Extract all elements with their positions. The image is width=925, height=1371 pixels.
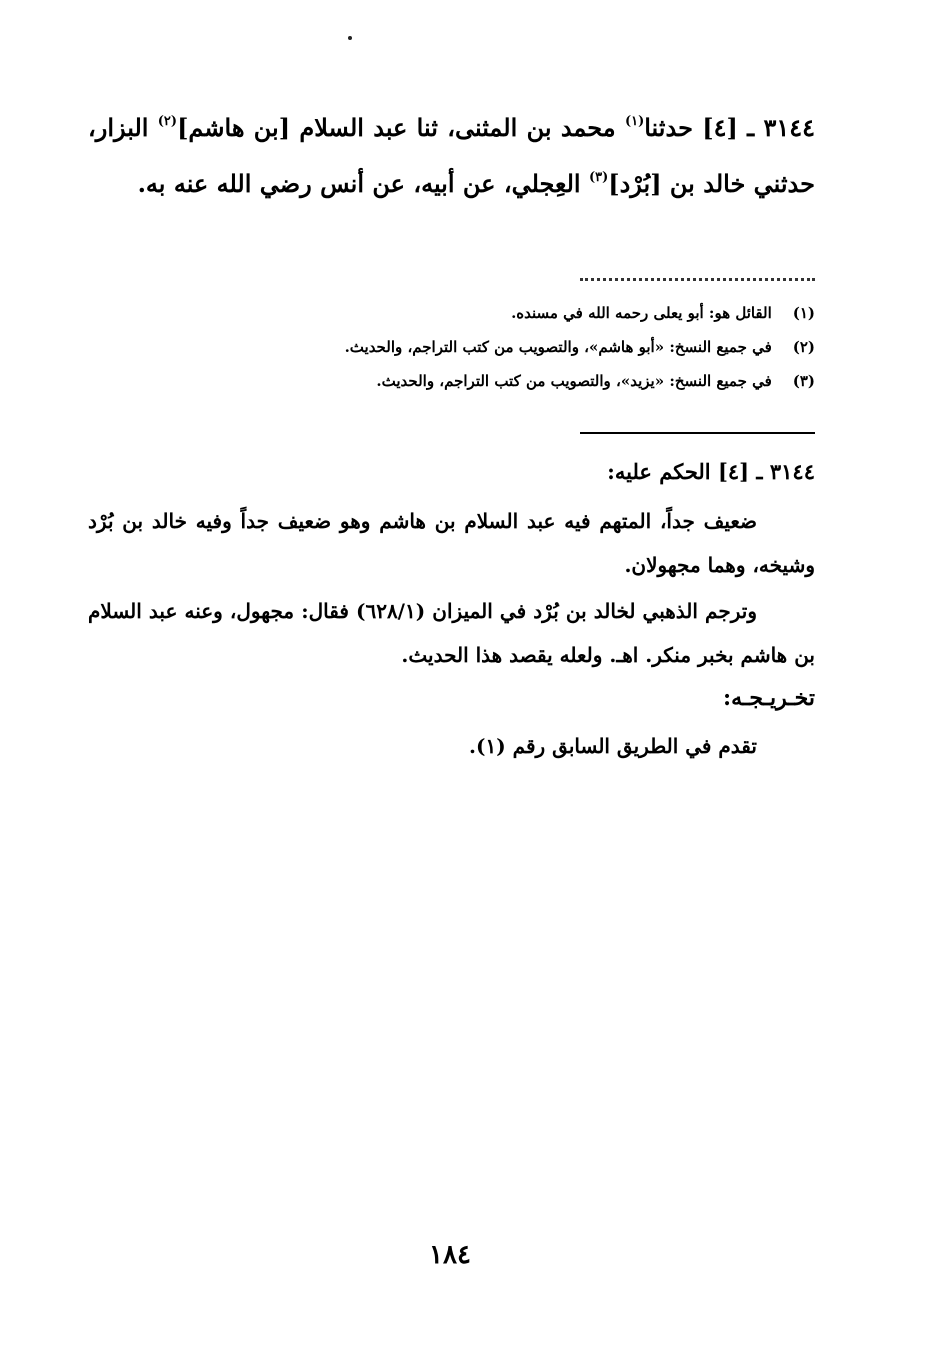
ruling-heading: ٣١٤٤ ـ [٤] الحكم عليه: — [607, 459, 815, 484]
footnote — [88, 296, 815, 330]
hadith-text — [88, 100, 815, 212]
section-divider — [580, 432, 815, 434]
takhrij-heading: تخـريـجـه: — [722, 685, 815, 711]
footnote-ref: (٣) — [588, 170, 609, 185]
footnote-number: (٣) — [792, 372, 815, 390]
ruling-paragraph — [88, 589, 815, 677]
footnote-ref: (٢) — [157, 114, 178, 129]
hadith-segment: ٣١٤٤ ـ [٤] حدثنا — [644, 113, 815, 142]
footnote — [88, 330, 815, 364]
takhrij-text: تقدم في الطريق السابق رقم (١). — [469, 734, 757, 758]
ruling-text: وترجم الذهبي لخالد بن بُرْد في الميزان (٦٢٨/١) فقال: مجهول، وعنه عبد السلام بن هاشم بخبر منكر. اهـ. ولعله يقصد هذا الحديث. — [88, 599, 815, 667]
footnote-ref: (١) — [624, 114, 645, 129]
scan-speck — [348, 36, 352, 40]
footnote-text: القائل هو: أبو يعلى رحمه الله في مسنده. — [511, 304, 772, 322]
footnote — [88, 364, 815, 398]
hadith-segment: محمد بن المثنى، ثنا عبد السلام [بن هاشم] — [177, 113, 625, 142]
footnotes — [88, 296, 815, 398]
ruling-text: ضعيف جداً، المتهم فيه عبد السلام بن هاشم وهو ضعيف جداً وفيه خالد بن بُرْد وشيخه، وهما مجهولان. — [88, 509, 815, 577]
footnote-number: (١) — [792, 304, 815, 322]
ruling-paragraph — [88, 499, 815, 587]
hadith-segment: البزار، حدثني خالد بن [بُرْد] — [88, 113, 815, 198]
hadith-segment: العِجلي، عن أبيه، عن أنس رضي الله عنه به. — [137, 169, 589, 198]
footnote-number: (٢) — [792, 338, 815, 356]
page-number: ١٨٤ — [429, 1240, 471, 1270]
footnote-text: في جميع النسخ: «يزيد»، والتصويب من كتب التراجم، والحديث. — [376, 372, 772, 390]
footnote-text: في جميع النسخ: «أبو هاشم»، والتصويب من كتب التراجم، والحديث. — [344, 338, 772, 356]
footnote-separator — [580, 278, 815, 283]
